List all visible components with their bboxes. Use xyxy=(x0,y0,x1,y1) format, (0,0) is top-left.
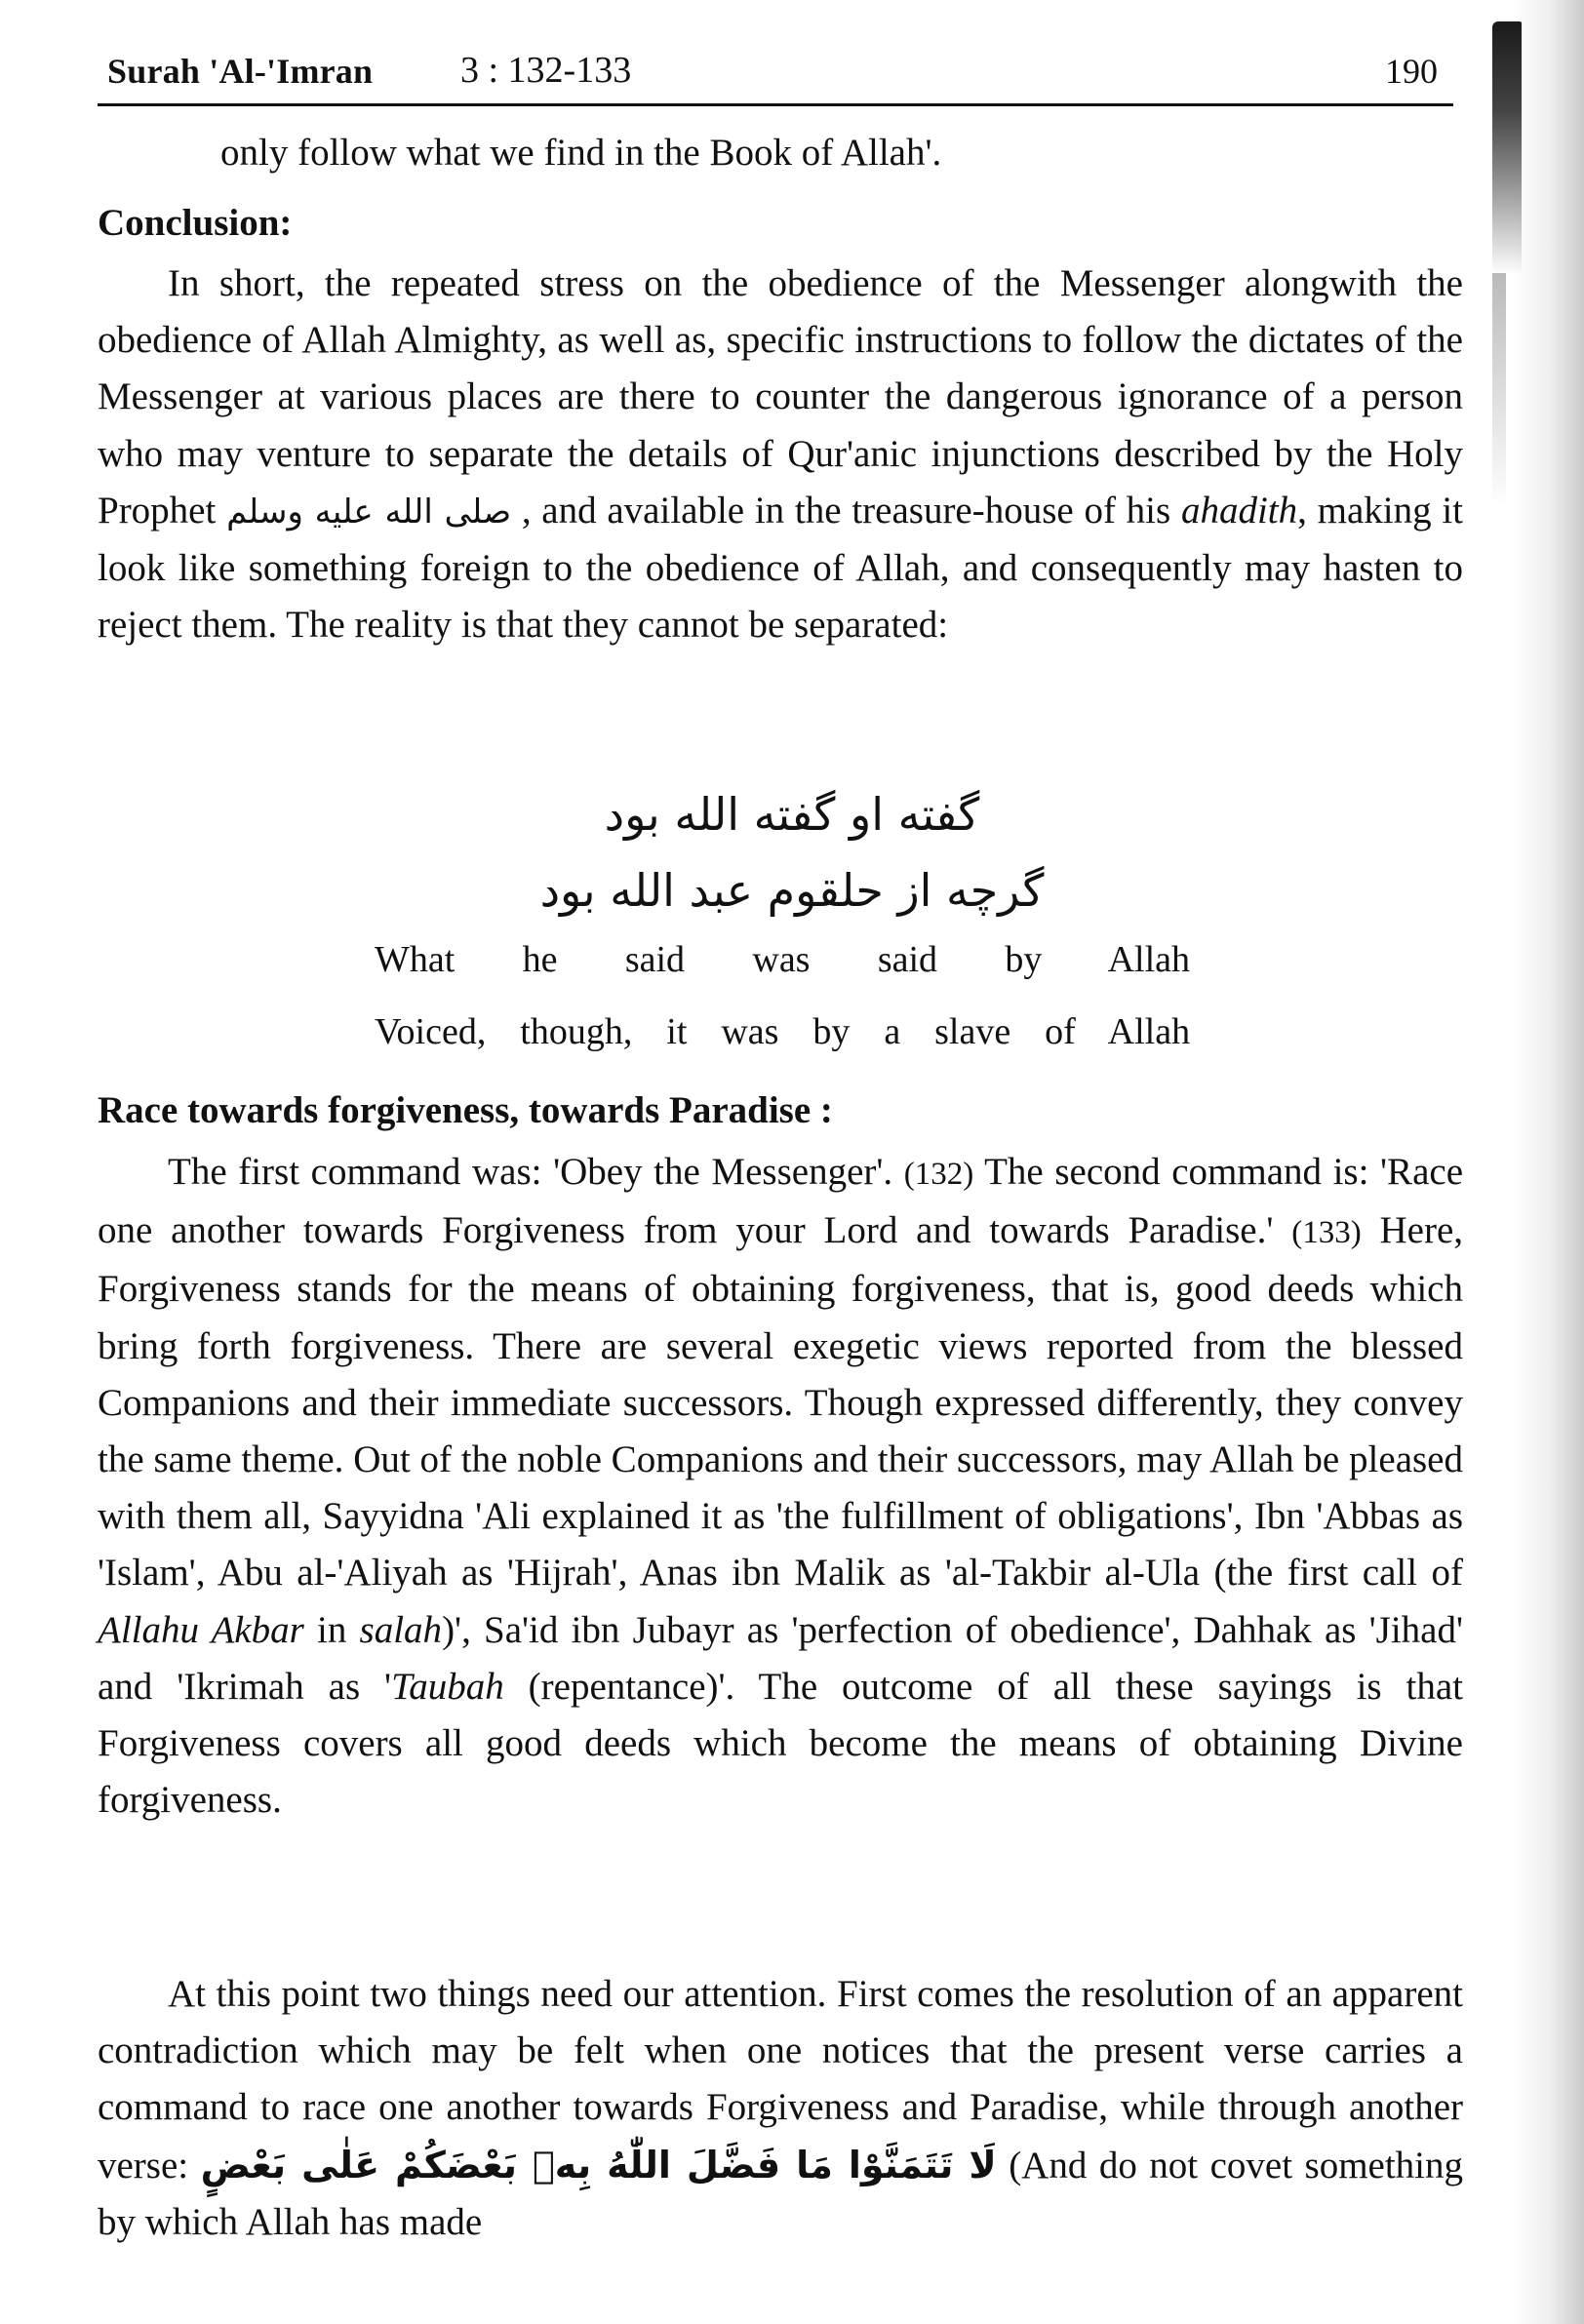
page-number: 190 xyxy=(1385,52,1438,91)
poem-word: by xyxy=(1005,939,1043,980)
conclusion-text-1: In short, the repeated stress on the obedience of the Messenger alongwith the obedience of Allah Almighty, as well as, specific instructions to follow the dictates of the Messenger at various places are there to counter the dangerous ignorance of a person who may venture to separate the details of Qur'anic injunctions described by the Holy Prophet xyxy=(98,262,1463,532)
binding-shadow xyxy=(1467,0,1584,2324)
race-heading: Race towards forgiveness, towards Paradise : xyxy=(98,1089,833,1131)
poem-word: Allah xyxy=(1107,939,1191,980)
conclusion-text xyxy=(98,256,1463,653)
poem-word: said xyxy=(877,939,938,980)
verse-ref-132: (132) xyxy=(903,1157,974,1192)
conclusion-paragraph xyxy=(98,256,1463,653)
attention-text-1: At this point two things need our attention. First comes the resolution of an apparent contradiction which may be felt when one notices that the present verse carries a command to race one another towards Forgiveness and Paradise, while through another verse: xyxy=(98,1973,1463,2186)
conclusion-text-3: , making it look like something foreign to the obedience of Allah, and consequently may hasten to reject them. The reality is that they cannot be separated: xyxy=(98,489,1464,647)
urdu-couplet-line-1: گفته او گفته الله بود xyxy=(604,788,980,841)
poem-word: he xyxy=(522,939,558,980)
poem-word: was xyxy=(752,939,811,980)
race-text-3: Here, Forgiveness stands for the means of obtaining forgiveness, that is, good deeds which bring forth forgiveness. There are several exegetic views reported from the blessed Companions and their immediate successors. Though expressed differently, they convey the same theme. Out of the noble Companions and their successors, may Allah be pleased with them all, Sayyidna 'Ali explained it as 'the fulfillment of obligations', Ibn 'Abbas as 'Islam', Abu al-'Aliyah as 'Hijrah', Anas ibn Malik as 'al-Takbir al-Ula (the first call of xyxy=(98,1209,1464,1595)
arabic-verse: لَا تَتَمَنَّوْا مَا فَضَّلَ اللّٰهُ بِهٖ بَعْضَكُمْ عَلٰى بَعْضٍ xyxy=(200,2143,997,2186)
conclusion-text-2: , and available in the treasure-house of his xyxy=(521,489,1171,532)
opening-line-block xyxy=(98,125,1463,181)
race-text-6: (repentance)'. The outcome of all these sayings is that Forgiveness covers all good deeds which become the means of obtaining Divine forgiveness. xyxy=(98,1665,1464,1822)
poem-word: a xyxy=(884,1011,901,1052)
race-text-2: The second command is: 'Race one another towards Forgiveness from your Lord and towards Paradise.' xyxy=(98,1151,1464,1252)
salah-term: salah xyxy=(359,1608,443,1651)
poem-word: was xyxy=(721,1011,779,1052)
poem-word: What xyxy=(375,939,455,980)
poem-word: though, xyxy=(520,1011,633,1052)
poem-word: it xyxy=(666,1011,688,1052)
race-text-5: )', Sa'id ibn Jubayr as 'perfection of obedience', Dahhak as 'Jihad' and 'Ikrimah as ' xyxy=(98,1608,1464,1708)
poem-word: Voiced, xyxy=(375,1011,487,1052)
poem-word: said xyxy=(624,939,686,980)
poem-word: of xyxy=(1045,1011,1076,1052)
salutation-arabic: صلى الله عليه وسلم xyxy=(226,492,512,532)
race-paragraph xyxy=(98,1144,1463,1829)
ahadith-term: ahadith xyxy=(1180,489,1298,532)
binding-speck xyxy=(1492,273,1506,507)
race-text xyxy=(98,1144,1463,1829)
running-header xyxy=(98,43,1453,98)
header-surah-name: Surah 'Al-'Imran xyxy=(107,52,374,91)
header-rule xyxy=(98,103,1453,106)
race-text-4: in xyxy=(317,1608,347,1651)
poem-word: slave xyxy=(934,1011,1011,1052)
poem-word: Allah xyxy=(1107,1011,1191,1052)
binding-mark xyxy=(1492,21,1522,275)
attention-text xyxy=(98,1966,1463,2251)
urdu-couplet-line-2: گرچه از حلقوم عبد الله بود xyxy=(539,864,1045,917)
english-couplet-line-1 xyxy=(375,938,1190,981)
conclusion-heading: Conclusion: xyxy=(98,202,293,244)
attention-paragraph xyxy=(98,1966,1463,2251)
english-couplet-line-2 xyxy=(375,1010,1190,1053)
header-verse-range: 3 : 132-133 xyxy=(460,50,632,91)
opening-line: only follow what we find in the Book of Allah'. xyxy=(220,132,942,174)
attention-text-2: (And do not covet something by which Allah has made xyxy=(98,2144,1464,2243)
allahu-akbar-term: Allahu Akbar xyxy=(98,1608,304,1651)
poem-word: by xyxy=(812,1011,851,1052)
race-text-1: The first command was: 'Obey the Messenger'. xyxy=(168,1151,893,1193)
taubah-term: Taubah xyxy=(391,1665,504,1708)
verse-ref-133: (133) xyxy=(1291,1215,1362,1251)
